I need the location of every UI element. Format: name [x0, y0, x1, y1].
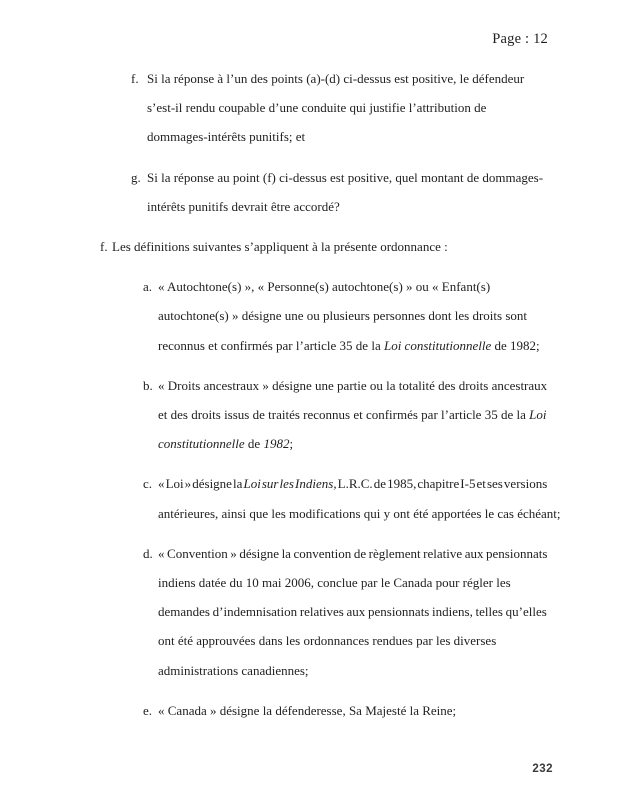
- text-line: [158, 429, 547, 458]
- text-line: [158, 301, 547, 330]
- list-item: [0, 232, 623, 261]
- item-text: [158, 469, 561, 527]
- document-body: [0, 64, 623, 736]
- italic-text-segment: constitutionnelle: [158, 436, 245, 452]
- text-line: [147, 122, 547, 151]
- text-segment: autochtone(s) » désigne une ou plusieurs personnes dont les droits sont: [158, 308, 527, 324]
- text-segment: intérêts punitifs devrait être accordé?: [147, 198, 340, 214]
- text-segment: ont été approuvées dans les ordonnances rendues par les diverses: [158, 633, 497, 649]
- text-segment: « Loi » désigne la: [158, 476, 244, 492]
- text-line: [158, 400, 547, 429]
- text-segment: Si la réponse au point (f) ci-dessus est positive, quel montant de dommages-: [147, 169, 544, 185]
- text-segment: de: [244, 436, 264, 452]
- page-header-label: Page : 12: [492, 31, 548, 47]
- text-line: [158, 568, 547, 597]
- text-segment: antérieures, ainsi que les modifications qui y ont été apportées le cas échéant;: [158, 505, 561, 521]
- text-line: [158, 597, 547, 626]
- text-line: [158, 331, 547, 360]
- text-line: [158, 469, 547, 498]
- item-text: [112, 232, 547, 261]
- italic-text-segment: Loi: [529, 407, 547, 423]
- item-marker: f.: [131, 71, 139, 86]
- item-marker: c.: [143, 476, 153, 492]
- item-text: [158, 696, 547, 725]
- text-line: [158, 539, 547, 568]
- item-marker: g.: [131, 169, 141, 185]
- text-line: [158, 626, 547, 655]
- item-text: [158, 539, 547, 685]
- item-marker: a.: [143, 279, 153, 295]
- text-line: [147, 93, 547, 122]
- text-line: [112, 232, 547, 261]
- item-marker: b.: [143, 377, 153, 393]
- list-item: [0, 64, 623, 152]
- text-segment: « Autochtone(s) », « Personne(s) autochtone(s) » ou « Enfant(s): [158, 279, 491, 295]
- text-segment: « Canada » désigne la défenderesse, Sa Majesté la Reine;: [158, 702, 457, 718]
- text-line: [158, 696, 547, 725]
- list-item: [0, 539, 623, 685]
- italic-text-segment: 1982: [263, 436, 290, 452]
- text-line: [158, 371, 547, 400]
- text-segment: Si la réponse à l’un des points (a)-(d) ci-dessus est positive, le défendeur: [147, 71, 525, 86]
- text-segment: demandes d’indemnisation relatives aux pensionnats indiens, telles qu’elles: [158, 604, 547, 620]
- list-item: [0, 469, 623, 527]
- text-line: [158, 272, 547, 301]
- text-segment: « Droits ancestraux » désigne une partie ou la totalité des droits ancestraux: [158, 377, 548, 393]
- text-line: [147, 192, 547, 221]
- item-text: [147, 163, 547, 221]
- text-segment: reconnus et confirmés par l’article 35 de la: [158, 337, 384, 353]
- item-marker: e.: [143, 702, 153, 718]
- page-number: 232: [532, 763, 553, 775]
- text-segment: dommages-intérêts punitifs; et: [147, 129, 306, 145]
- list-item: [0, 272, 623, 360]
- text-segment: s’est-il rendu coupable d’une conduite qui justifie l’attribution de: [147, 100, 487, 116]
- item-text: [147, 64, 547, 152]
- list-item: [0, 163, 623, 221]
- text-line: [158, 656, 547, 685]
- item-marker: d.: [143, 545, 153, 561]
- list-item: [0, 371, 623, 459]
- text-segment: et des droits issus de traités reconnus et confirmés par l’article 35 de la: [158, 407, 530, 423]
- item-text: [158, 272, 547, 360]
- text-line: [147, 64, 547, 93]
- text-line: [158, 499, 561, 528]
- text-line: [147, 163, 547, 192]
- text-segment: de 1982;: [491, 337, 540, 353]
- text-segment: ;: [289, 436, 294, 452]
- text-segment: « Convention » désigne la convention de règlement relative aux pensionnats: [158, 545, 548, 561]
- text-segment: , L.R.C. de 1985, chapitre I-5 et ses versions: [333, 476, 548, 492]
- item-text: [158, 371, 547, 459]
- italic-text-segment: Loi constitutionnelle: [383, 337, 492, 353]
- item-marker: f.: [100, 239, 108, 255]
- text-segment: administrations canadiennes;: [158, 662, 309, 678]
- text-segment: indiens datée du 10 mai 2006, conclue par le Canada pour régler les: [158, 575, 511, 591]
- text-segment: Les définitions suivantes s’appliquent à la présente ordonnance :: [112, 239, 448, 255]
- italic-text-segment: Loi sur les Indiens: [243, 476, 334, 492]
- list-item: [0, 696, 623, 725]
